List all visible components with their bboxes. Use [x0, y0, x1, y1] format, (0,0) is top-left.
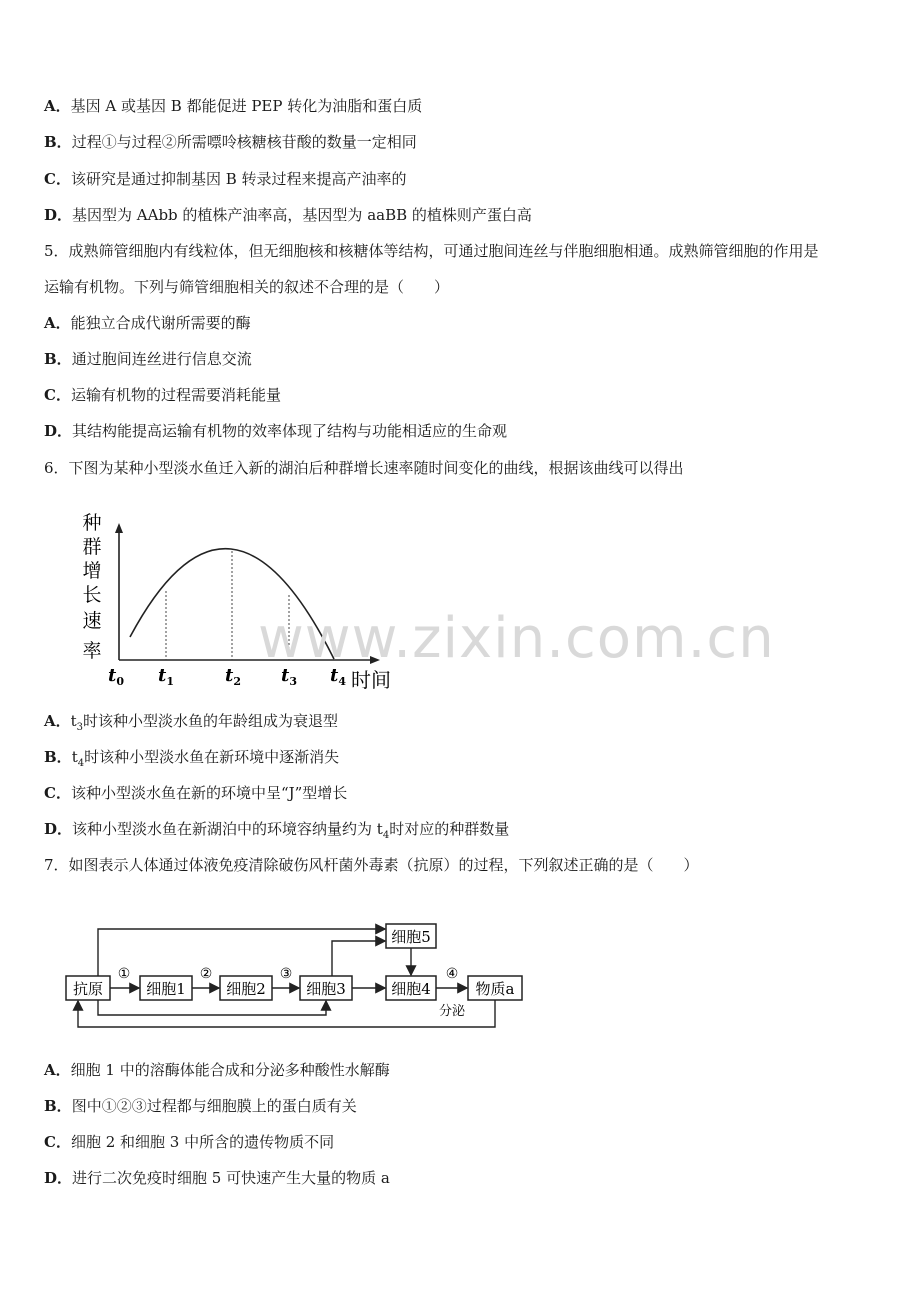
q5-option-a — [44, 313, 251, 333]
tick-t1: $t_1$ — [158, 665, 174, 688]
ylabel-char: 增 — [82, 560, 102, 582]
option-letter: D． — [44, 422, 73, 440]
option-text: 细胞 1 中的溶酶体能合成和分泌多种酸性水解酶 — [70, 1061, 390, 1079]
option-letter: C． — [44, 170, 71, 188]
ylabel-char: 种 — [82, 512, 102, 534]
option-letter: B． — [44, 350, 72, 368]
option-text: 进行二次免疫时细胞 5 可快速产生大量的物质 a — [72, 1169, 390, 1187]
ylabel-char: 长 — [82, 584, 102, 606]
step3-label: ③ — [279, 966, 293, 982]
q6-option-d — [44, 819, 509, 846]
option-letter: B． — [44, 748, 72, 766]
option-text: 能独立合成代谢所需要的酶 — [70, 314, 251, 332]
q7-option-b — [44, 1096, 357, 1116]
step2-label: ② — [199, 966, 213, 982]
option-letter: A． — [44, 712, 71, 730]
option-letter: B． — [44, 1097, 72, 1115]
secrete-label: 分泌 — [438, 1004, 466, 1019]
option-letter: C． — [44, 386, 71, 404]
option-letter: B． — [44, 133, 72, 151]
q7-option-c — [44, 1132, 334, 1152]
option-text: 该研究是通过抑制基因 B 转录过程来提高产油率的 — [70, 170, 407, 188]
option-text: 过程①与过程②所需嘌呤核糖核苷酸的数量一定相同 — [71, 133, 417, 151]
immune-process-diagram — [62, 915, 532, 1039]
q6-option-a — [44, 711, 338, 738]
q5-option-d — [44, 421, 507, 441]
step1-label: ① — [117, 966, 131, 982]
q4-option-c — [44, 169, 407, 189]
cell2-label: 细胞2 — [226, 980, 266, 998]
option-sub: 4 — [382, 830, 390, 841]
ylabel-char: 速 — [82, 610, 102, 632]
option-text: 基因型为 AAbb 的植株产油率高，基因型为 aaBB 的植株则产蛋白高 — [72, 206, 532, 224]
q5-option-c — [44, 385, 281, 405]
q6-option-c — [44, 783, 347, 803]
q6-option-b — [44, 747, 339, 774]
option-text: 其结构能提高运输有机物的效率体现了结构与功能相适应的生命观 — [72, 422, 508, 440]
y-axis-arrow — [115, 523, 123, 533]
option-pre: t — [70, 712, 77, 730]
option-text: 细胞 2 和细胞 3 中所含的遗传物质不同 — [70, 1133, 335, 1151]
q4-option-d — [44, 205, 532, 225]
q6-stem: 6．下图为某种小型淡水鱼迁入新的湖泊后种群增长速率随时间变化的曲线，根据该曲线可以得出 — [44, 459, 684, 477]
option-text: 通过胞间连丝进行信息交流 — [71, 350, 252, 368]
option-text: 该种小型淡水鱼在新的环境中呈“J”型增长 — [70, 784, 348, 802]
q7-option-d — [44, 1168, 390, 1188]
tick-t2: $t_2$ — [225, 665, 241, 688]
ylabel-char: 群 — [82, 536, 102, 558]
option-letter: A． — [44, 1061, 71, 1079]
option-pre: t — [71, 748, 78, 766]
tick-t3: $t_3$ — [281, 665, 297, 688]
q7-stem: 7．如图表示人体通过体液免疫清除破伤风杆菌外毒素（抗原）的过程，下列叙述正确的是（ ） — [44, 856, 699, 874]
q5-stem-line2: 运输有机物。下列与筛管细胞相关的叙述不合理的是（ ） — [44, 278, 450, 296]
option-text: 时该种小型淡水鱼在新环境中逐渐消失 — [84, 748, 340, 766]
q5-stem-line1: 5．成熟筛管细胞内有线粒体，但无细胞核和核糖体等结构，可通过胞间连丝与伴胞细胞相通。成熟筛管细胞的作用是 — [44, 242, 819, 260]
ylabel-char: 率 — [82, 640, 102, 662]
option-letter: D． — [44, 206, 73, 224]
cell5-label: 细胞5 — [391, 928, 431, 946]
substance-a-label: 物质a — [475, 980, 515, 998]
tick-t0: $t_0$ — [108, 665, 124, 688]
option-letter: D． — [44, 1169, 73, 1187]
option-text: 运输有机物的过程需要消耗能量 — [70, 386, 281, 404]
option-letter: A． — [44, 97, 71, 115]
option-letter: D． — [44, 820, 73, 838]
option-letter: A． — [44, 314, 71, 332]
step4-label: ④ — [445, 966, 459, 982]
option-text: 图中①②③过程都与细胞膜上的蛋白质有关 — [71, 1097, 357, 1115]
option-letter: C． — [44, 784, 71, 802]
option-text: 基因 A 或基因 B 都能促进 PEP 转化为油脂和蛋白质 — [70, 97, 423, 115]
q5-option-b — [44, 349, 252, 369]
cell4-label: 细胞4 — [391, 980, 431, 998]
arrow-substance-to-antigen — [78, 1000, 495, 1027]
option-pre: 该种小型淡水鱼在新湖泊中的环境容纳量约为 t — [72, 820, 383, 838]
antigen-label: 抗原 — [72, 980, 104, 998]
option-text: 时对应的种群数量 — [389, 820, 510, 838]
arrow-antigen-to-cell3 — [98, 1000, 326, 1015]
option-text: 时该种小型淡水鱼的年龄组成为衰退型 — [83, 712, 339, 730]
option-sub: 4 — [77, 758, 85, 769]
option-letter: C． — [44, 1133, 71, 1151]
option-sub: 3 — [76, 722, 84, 733]
arrow-antigen-to-cell5 — [98, 929, 385, 976]
cell1-label: 细胞1 — [146, 980, 186, 998]
arrow-cell3-to-cell5 — [332, 941, 385, 976]
q4-option-a — [44, 96, 422, 116]
q7-option-a — [44, 1060, 390, 1080]
x-axis-label: 时间 — [351, 668, 391, 692]
q4-option-b — [44, 132, 417, 152]
cell3-label: 细胞3 — [306, 980, 346, 998]
watermark: www.zixin.com.cn — [258, 606, 775, 671]
tick-t4: $t_4$ — [330, 665, 346, 688]
